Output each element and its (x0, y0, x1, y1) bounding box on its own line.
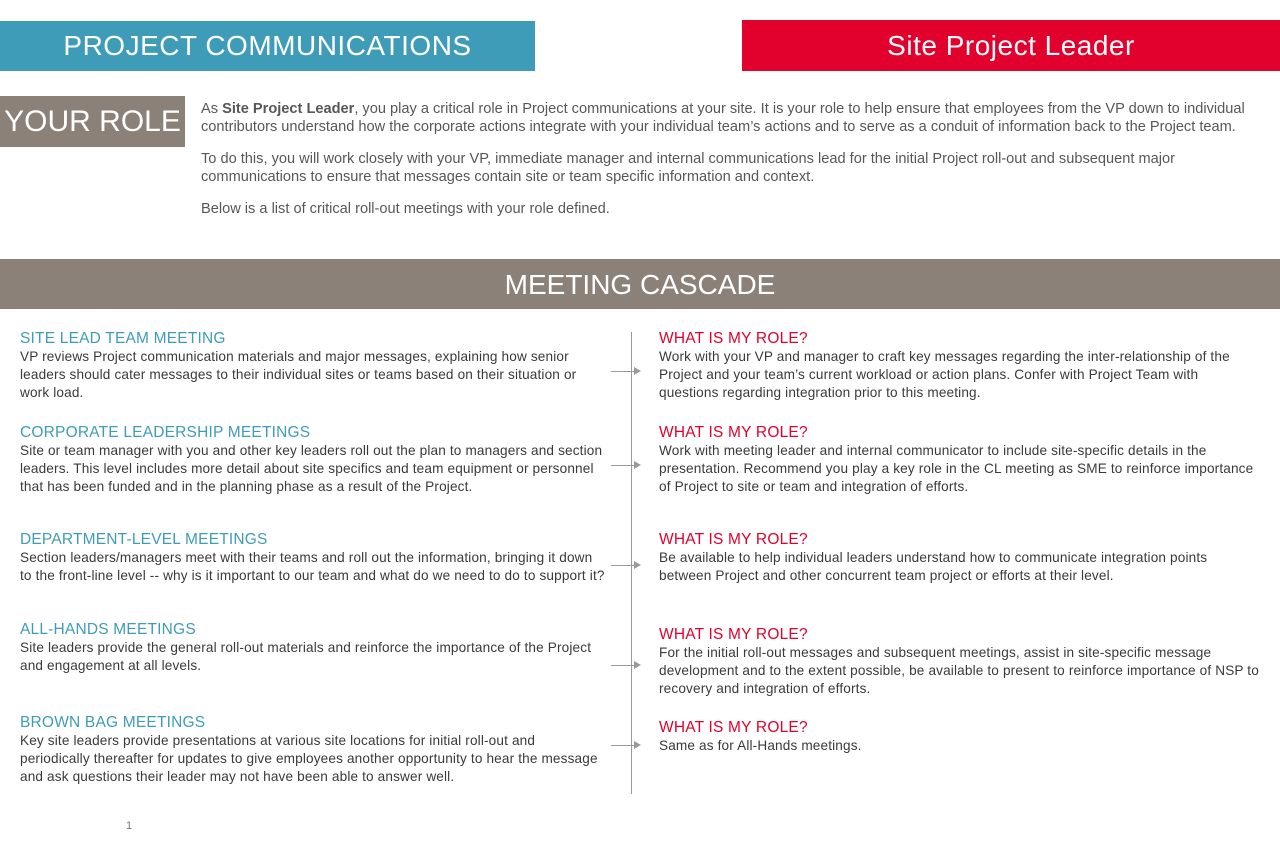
arrow-right-icon (611, 461, 641, 470)
arrow-right-icon (611, 367, 641, 376)
role-heading: WHAT IS MY ROLE? (659, 531, 808, 548)
site-project-leader-banner (742, 20, 1280, 71)
role-text: Work with meeting leader and internal communicator to include site-specific details in the presentation. Recommend you play a key role in the CL meeting as SME to reinforce importance of Project to site or team and integration of efforts. (659, 443, 1254, 494)
intro-prefix: As (201, 101, 223, 117)
meeting-description: Site or team manager with you and other key leaders roll out the plan to managers and section leaders. This level includes more detail about site specifics and team equipment or personnel that has been funded and in the planning phase as a result of the Project. (20, 443, 603, 494)
meeting-corporate-leadership (20, 424, 605, 496)
your-role-label: YOUR ROLE (0, 96, 185, 147)
meeting-title: BROWN BAG MEETINGS (20, 714, 206, 731)
intro-paragraph-3: Below is a list of critical roll-out meetings with your role defined. (201, 201, 610, 217)
meeting-title: ALL-HANDS MEETINGS (20, 621, 196, 638)
intro-role-name: Site Project Leader (222, 101, 355, 117)
intro-paragraph-2: To do this, you will work closely with your VP, immediate manager and internal communications lead for the initial Project roll-out and subsequent major communications to ensure that messages contain site or team specific information and context. (201, 151, 1175, 185)
role-heading: WHAT IS MY ROLE? (659, 424, 808, 441)
meeting-description: Section leaders/managers meet with their teams and roll out the information, bringing it down to the front-line level -- why is it important to our team and what do we need to do to support it? (20, 550, 605, 583)
role-heading: WHAT IS MY ROLE? (659, 626, 808, 643)
meeting-description: VP reviews Project communication materials and major messages, explaining how senior leaders should cater messages to their individual sites or teams based on their situation or work load. (20, 349, 577, 400)
meeting-description: Site leaders provide the general roll-out materials and reinforce the importance of the Project and engagement at all levels. (20, 640, 592, 673)
meeting-brown-bag (20, 714, 605, 786)
role-department-level (659, 531, 1259, 585)
project-communications-banner (0, 21, 535, 71)
role-text: Be available to help individual leaders understand how to communicate integration points between Project and other concurrent team project or efforts at their level. (659, 550, 1208, 583)
arrow-right-icon (611, 661, 641, 670)
intro-paragraph-1 (201, 101, 1273, 136)
meeting-title: SITE LEAD TEAM MEETING (20, 330, 226, 347)
arrow-right-icon (611, 741, 641, 750)
intro-rest: , you play a critical role in Project communications at your site. It is your role to help ensure that employees from the VP down to individual contributors understand how the corporate actions integrate with your individual team’s actions and to serve as a conduit of information back to the Project team. (201, 101, 1245, 135)
page-number: 1 (126, 820, 133, 832)
project-communications-title: PROJECT COMMUNICATIONS (63, 30, 472, 61)
role-heading: WHAT IS MY ROLE? (659, 330, 808, 347)
meeting-department-level (20, 531, 605, 585)
role-text: Same as for All-Hands meetings. (659, 738, 862, 753)
role-brown-bag (659, 719, 1259, 755)
meeting-site-lead-team (20, 330, 605, 402)
meeting-cascade-title: MEETING CASCADE (504, 269, 776, 300)
your-role-intro (201, 101, 1273, 234)
meeting-title: CORPORATE LEADERSHIP MEETINGS (20, 424, 311, 441)
role-corporate-leadership (659, 424, 1259, 496)
role-all-hands (659, 626, 1259, 698)
arrow-right-icon (611, 561, 641, 570)
site-project-leader-title: Site Project Leader (887, 30, 1135, 61)
meeting-description: Key site leaders provide presentations at various site locations for initial roll-out and periodically thereafter for updates to give employees another opportunity to hear the message and ask questions their leader may not have been able to answer well. (20, 733, 598, 784)
meeting-all-hands (20, 621, 605, 675)
meeting-title: DEPARTMENT-LEVEL MEETINGS (20, 531, 268, 548)
role-text: Work with your VP and manager to craft key messages regarding the inter-relationship of the Project and your team’s current workload or action plans. Confer with Project Team with questions regarding integration prior to this meeting. (659, 349, 1230, 400)
role-text: For the initial roll-out messages and subsequent meetings, assist in site-specific message development and to the extent possible, be available to present to reinforce importance of NSP to recovery and integration of efforts. (659, 645, 1259, 696)
meeting-cascade-bar (0, 259, 1280, 309)
role-heading: WHAT IS MY ROLE? (659, 719, 808, 736)
role-site-lead-team (659, 330, 1259, 402)
